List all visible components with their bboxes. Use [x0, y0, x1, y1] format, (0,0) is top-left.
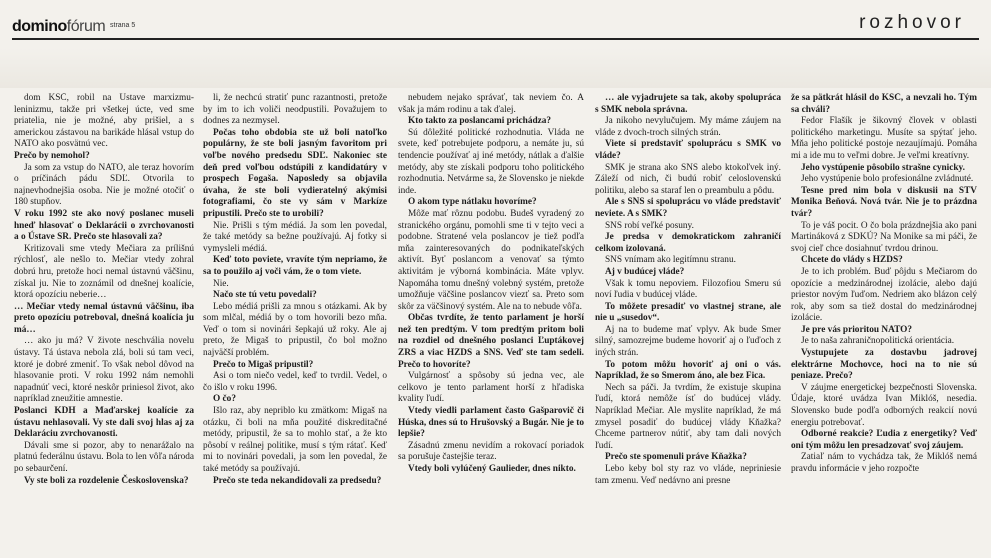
interview-question: … ale vyjadrujete sa tak, akoby spolupráca s SMK nebola správna. [595, 93, 781, 115]
section-title: rozhovor [859, 12, 965, 33]
interview-answer: … ako ju má? V živote neschvália novelu ústavy. Tá ústava nebola zlá, boli sú tam veci, ktoré je dobré zmeniť. To však nebol dôvod na hlasovanie proti. V roku 1992 nám nemohli napadnúť veci, ktoré neskôr priniesol život, ako napríklad zneužitie amnestie. [14, 336, 194, 405]
article-column-1 [14, 93, 194, 558]
interview-answer: SMK je strana ako SNS alebo ktokoľvek iný. Záleží od nich, či budú robiť celoslovenskú politiku, alebo sa staraf len o preambulu a pôdu. [595, 162, 781, 196]
interview-answer: Môže mať rôznu podobu. Budeš vyradený zo stranického orgánu, pomohli sme ti v tejto veci a podobne. Stratené vela poslancov je tiež podľa mňa zainteresovaných do podnikateľských aktivít. Byť poslancom a venovať sa týmto aktivitám je výborná kombinácia. Máte vplyv. Napomáha tomu dnešný volebný systém, pretože umožňuje väčšine poslancov viezť sa. Preto som skôr za väčšinový systém. Ale na to nebude vôľa. [398, 208, 584, 312]
interview-question: Prečo ste spomenuli práve Kňažka? [605, 452, 747, 463]
interview-answer: Kritizovali sme vtedy Mečiara za prílišnú rýchlosť, ale nešlo to. Mečiar vtedy zohral dobrú hru, pretože hoci nemal ústavnú väčšinu, získal ju. Nie to zoznámil od dnešnej koalície, ktorá opozíciu neberie… [14, 243, 194, 301]
interview-answer: Však k tomu nepoviem. Filozofiou Smeru sú noví ľudia v budúcej vláde. [595, 278, 781, 301]
interview-answer: Aj na to budeme mať vplyv. Ak bude Smer silný, samozrejme budeme hovoriť aj o ľuďoch z iných strán. [595, 324, 781, 359]
interview-question: Načo ste tú vetu povedali? [213, 290, 317, 301]
interview-answer: li, že nechcú stratiť punc razantnosti, pretože by im to ich voliči neodpustili. Považujem to dodnes za nezmysel. [203, 93, 387, 127]
interview-answer: V záujme energetickej bezpečnosti Slovenska. Údaje, ktoré uvádza Ivan Miklóš, nesedia. Slovensko bude podľa odborných reakcií novú energiu potrebovať. [791, 382, 977, 428]
interview-question: Ale s SNS si spoluprácu vo vláde predstaviť neviete. A s SMK? [595, 197, 781, 219]
interview-question: že sa pätkrát hlásil do KSČ, a nevzali ho. Tým sa chváli? [791, 93, 977, 115]
interview-question: Vy ste boli za rozdelenie Československa? [24, 475, 189, 486]
interview-answer: SNS robí veľké posuny. [605, 220, 694, 231]
interview-answer: Je to ich problém. Buď pôjdu s Mečiarom do opozície a medzinárodnej izolácie, alebo dajú priestor novým ľuďom. Nedriem ako blázon celý rok, aby som sa tiež dostal do medzinárodnej izolácie. [791, 266, 977, 324]
interview-question: O čo? [213, 394, 236, 405]
interview-question: Viete si predstaviť spoluprácu s SMK vo vláde? [595, 139, 781, 161]
interview-question: To potom môžu hovoriť aj oni o vás. Napríklad, že so Smerom áno, ale bez Fica. [595, 359, 781, 382]
interview-answer: Jeho vystúpenie bolo profesionálne zvládnuté. [801, 174, 974, 185]
interview-question: Je predsa v demokratickom zahraničí celkom izolovaná. [595, 232, 781, 254]
logo-main: domino [12, 18, 67, 35]
interview-question: Vystupujete za dostavbu jadrovej elektrárne Mochovce, hoci na to nie sú peniaze. Prečo? [791, 348, 977, 382]
interview-answer: nebudem nejako správať, tak neviem čo. A však ja mám rodinu a tak ďalej. [398, 93, 584, 115]
blurred-text-band [0, 48, 991, 88]
interview-answer: Išlo raz, aby nepriblo ku zmätkom: Migaš na otázku, či boli na mňa použité diskreditačné metódy, pripustil, že sa to mohlo stať, a že kto pôsobí v reálnej politike, musí s tým rátať. Keď mi to novinári povedali, ja som len povedal, že také metódy sa používajú. [203, 406, 387, 474]
header-rule [12, 38, 979, 40]
interview-answer: Nech sa páči. Ja tvrdím, že existuje skupina ľudí, ktorá nemôže ísť do budúcej vlády. Napríklad Mečiar. Ale myslite napríklad, že má zmysel posadiť do budúcej vlády Kňažka? Chceme partnerov nútiť, aby tam dali nových ľudí. [595, 382, 781, 451]
article-column-2 [203, 93, 387, 558]
interview-answer: Ja nikoho nevylučujem. My máme záujem na vláde z dvoch-troch silných strán. [595, 116, 781, 138]
interview-question: Vtedy viedli parlament často Gašparovič či Húska, dnes sú to Hrušovský a Bugár. Nie je to lepšie? [398, 406, 584, 440]
interview-answer: Lebo médiá prišli za mnou s otázkami. Ak by som mlčal, médiá by o tom hovorili bezo mňa. Veď o tom si novinári šepkajú už roky. Ale aj preto, že Migaš to pripustil, čo bol možno najväčší problém. [203, 301, 387, 359]
interview-answer: Nie. Prišli s tým médiá. Ja som len povedal, že také metódy sa bežne používajú. Aj fotky si vymysleli médiá. [203, 220, 387, 254]
interview-answer: Vulgárnosť a spôsoby sú jedna vec, ale celkovo je tento parlament horší z hľadiska kvality ľudí. [398, 371, 584, 405]
interview-answer: Lebo keby bol sty raz vo vláde, nepriniesie tam zmenu. Veď nedávno ani presne [595, 464, 781, 486]
interview-answer: SNS vnímam ako legitímnu stranu. [605, 255, 736, 266]
interview-answer: Sú dôležité politické rozhodnutia. Vláda ne svete, keď potrebujete podporu, a nemáte ju, sú tendencie používať aj iné metódy, nátlak a ďalšie metódy, aby ste získali podporu toho politického rozhodnutia. Netvárme sa, že Slovensko je niekde inde. [398, 127, 584, 196]
interview-question: Keď toto poviete, vravíte tým nepriamo, že sa to použilo aj voči vám, že o tom viete. [203, 255, 387, 277]
interview-answer: Ja som za vstup do NATO, ale teraz hovorím o príčinách pádu SDĽ. Otvorila to najnevhodnejšia osoba. Nie je možné otočiť o 180 stupňov. [14, 162, 194, 208]
interview-question: Občas tvrdíte, že tento parlament je horší než ten predtým. V tom predtým pritom boli na rozdiel od dnešného poslanci Ľuptákovej ZRS a viac HZDS a SNS. Veď ste tam sedeli. Prečo to hovoríte? [398, 313, 584, 370]
interview-answer: Nie. [213, 278, 229, 289]
interview-question: Kto takto za poslancami prichádza? [408, 116, 552, 127]
interview-question: Aj v budúcej vláde? [605, 266, 685, 277]
interview-question: To môžete presadiť vo vlastnej strane, ale nie u „susedov“. [595, 301, 781, 324]
interview-question: Je pre vás prioritou NATO? [801, 324, 913, 335]
article-column-5 [791, 93, 977, 558]
page-header [0, 0, 991, 44]
interview-question: Tesne pred nim bola v diskusii na STV Monika Beňová. Nová tvár. Nie je to prázdna tvár? [791, 185, 977, 219]
interview-question: … Mečiar vtedy nemal ústavnú väčšinu, iba preto opozíciu potreboval, dnešná koalícia ju má… [14, 301, 194, 335]
page-number-label: strana 5 [110, 22, 136, 29]
interview-answer: Dávali sme si pozor, aby to nenarážalo na platnú federálnu ústavu. Bola to len vôľa národa po sebaurčení. [14, 440, 194, 474]
interview-question: Prečo ste teda nekandidovali za predsedu? [213, 475, 382, 486]
interview-question: O akom type nátlaku hovoríme? [408, 197, 537, 208]
interview-question: Vtedy boli vylúčený Gaulieder, dnes nikto. [408, 464, 576, 474]
interview-answer: dom KSČ, robil na Ústave marxizmu-leninizmu, takže pri všetkej úcte, ved sme priatelia, nie je možné, aby prišiel, a s americkou zástavou na barikáde hlásal vstup do NATO ako posvätnú vec. [14, 93, 194, 150]
interview-question: Odborné reakcie? Ľudia z energetiky? Veď oni tým môžu len presadzovať svoj záujem. [791, 429, 977, 451]
interview-answer: Zásadnú zmenu nevidím a rokovací poriadok sa porušuje častejšie teraz. [398, 440, 584, 463]
interview-answer: Je to naša zahraničnopolitická orientácia. [801, 336, 955, 347]
article-column-4 [595, 93, 781, 558]
article-column-3 [398, 93, 584, 558]
interview-question: Prečo by nemohol? [14, 150, 90, 161]
interview-question: Chcete do vlády s HZDS? [801, 255, 903, 266]
interview-answer: Asi o tom niečo vedel, keď to tvrdil. Vedel, o čo išlo v roku 1996. [203, 371, 387, 393]
masthead-logo [12, 18, 105, 36]
interview-answer: Fedor Flašík je šikovný človek v oblasti politického marketingu. Musíte sa spýtať jeho. Mňa jeho politické postoje nezaujímajú. Pomáha mi a ide mu to veľmi dobre. Je veľmi kreatívny. [791, 116, 977, 161]
logo-sub: fórum [66, 18, 106, 35]
interview-question: Počas toho obdobia ste už boli natoľko populárny, že ste boli jasným favoritom pri voľbe nového predsedu SDĽ. Nakoniec ste deň pred voľbou odstúpili z kandidatúry v prospech Fogaša. Naposledy sa objavila úvaha, že ste boli vydieratelný akýmisi fotografiami, čo ste vy sám v Markíze pripustili. Prečo ste to urobili? [203, 127, 387, 219]
interview-question: Jeho vystúpenie pôsobilo strašne cynicky. [801, 162, 966, 173]
interview-answer: Zatiaľ nám to vychádza tak, že Miklóš nemá pravdu informácie v jeho rozpočte [791, 452, 977, 474]
interview-question: Poslanci KDH a Maďarskej koalície za ústavu nehlasovali. Vy ste dali svoj hlas aj za Deklaráciu zvrchovanosti. [14, 406, 194, 440]
interview-question: V roku 1992 ste ako nový poslanec museli hneď hlasovať o Deklarácii o zvrchovanosti a o Ústave SR. Prečo ste hlasovali za? [14, 208, 194, 243]
interview-question: Prečo to Migaš pripustil? [213, 359, 314, 370]
interview-answer: To je váš pocit. O čo bola prázdnejšia ako pani Martináková z SDKÚ? Na Monike sa mi páči, že svoj cieľ chce dosiahnuť tvrdou drinou. [791, 220, 977, 254]
